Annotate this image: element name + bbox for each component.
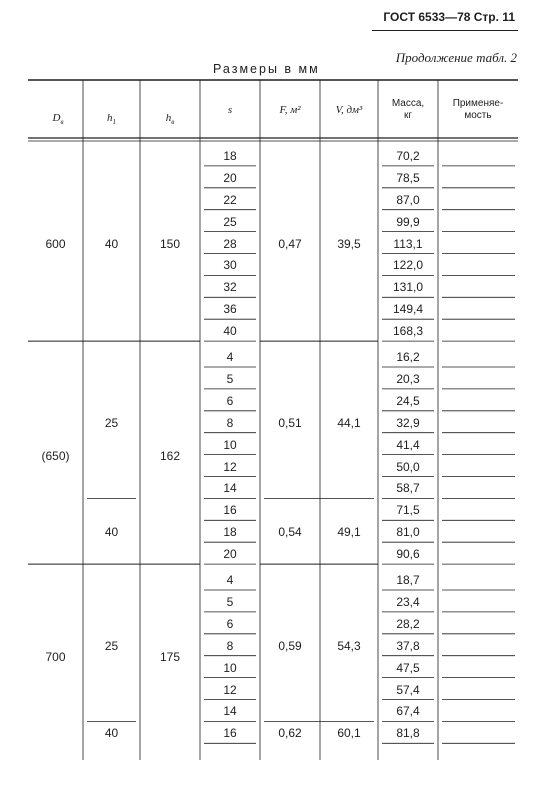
mass-cell: 168,3 — [392, 324, 424, 339]
thickness-cell: 14 — [223, 704, 237, 719]
volume-cell: 60,1 — [337, 726, 361, 741]
mass-cell: 131,0 — [392, 280, 424, 295]
thickness-cell: 25 — [223, 214, 237, 229]
hv-cell: 175 — [159, 649, 181, 664]
thickness-cell: 32 — [223, 280, 237, 295]
thickness-cell: 4 — [226, 350, 234, 365]
col-header-h1: $h_1$ — [107, 112, 116, 127]
diameter-cell: 700 — [45, 649, 66, 664]
mass-cell: 47,5 — [396, 660, 420, 675]
area-cell: 0,51 — [278, 415, 302, 430]
col-header-d: $D_в$ — [52, 112, 64, 127]
thickness-cell: 18 — [223, 525, 237, 540]
volume-cell: 54,3 — [337, 638, 361, 653]
mass-cell: 71,5 — [396, 503, 420, 518]
thickness-cell: 20 — [223, 547, 237, 562]
col-header-f: F, м² — [279, 104, 301, 116]
volume-cell: 49,1 — [337, 525, 361, 540]
thickness-cell: 10 — [223, 437, 237, 452]
thickness-cell: 5 — [226, 594, 234, 609]
hv-cell: 150 — [159, 236, 181, 251]
mass-cell: 87,0 — [396, 192, 420, 207]
h1-cell: 25 — [104, 638, 119, 653]
mass-cell: 90,6 — [396, 547, 420, 562]
col-header-v: V, дм³ — [335, 104, 363, 116]
thickness-cell: 12 — [223, 682, 237, 697]
area-cell: 0,47 — [278, 236, 302, 251]
thickness-cell: 8 — [226, 415, 234, 430]
mass-cell: 113,1 — [393, 236, 423, 251]
mass-cell: 16,2 — [396, 350, 420, 365]
area-cell: 0,62 — [278, 726, 302, 741]
mass-cell: 18,7 — [396, 573, 420, 588]
mass-cell: 41,4 — [396, 437, 420, 452]
mass-cell: 57,4 — [396, 682, 420, 697]
area-cell: 0,59 — [278, 638, 302, 653]
thickness-cell: 8 — [226, 638, 234, 653]
volume-cell: 39,5 — [337, 236, 361, 251]
mass-cell: 81,8 — [396, 726, 420, 741]
mass-cell: 32,9 — [396, 415, 420, 430]
mass-cell: 37,8 — [396, 638, 420, 653]
thickness-cell: 36 — [223, 302, 237, 317]
thickness-cell: 22 — [223, 192, 237, 207]
mass-cell: 70,2 — [396, 148, 420, 163]
hv-cell: 162 — [159, 448, 181, 463]
h1-cell: 40 — [104, 726, 119, 741]
mass-cell: 149,4 — [392, 302, 424, 317]
thickness-cell: 16 — [223, 503, 237, 518]
thickness-cell: 28 — [223, 236, 237, 251]
h1-cell: 40 — [104, 525, 119, 540]
mass-cell: 81,0 — [396, 525, 420, 540]
col-header-s: s — [227, 104, 233, 116]
thickness-cell: 4 — [226, 573, 234, 588]
thickness-cell: 12 — [223, 459, 237, 474]
mass-cell: 24,5 — [396, 393, 420, 408]
col-header-use: Применяе- мость — [452, 98, 504, 121]
thickness-cell: 10 — [223, 660, 237, 675]
diameter-cell: (650) — [41, 448, 70, 463]
mass-cell: 20,3 — [396, 371, 420, 386]
mass-cell: 78,5 — [396, 170, 420, 185]
thickness-cell: 6 — [226, 393, 234, 408]
h1-cell: 40 — [104, 236, 119, 251]
thickness-cell: 30 — [223, 258, 237, 273]
mass-cell: 58,7 — [396, 481, 420, 496]
area-cell: 0,54 — [278, 525, 302, 540]
mass-cell: 99,9 — [396, 214, 420, 229]
thickness-cell: 16 — [223, 726, 237, 741]
thickness-cell: 6 — [226, 616, 234, 631]
col-header-hv: $h_в$ — [165, 112, 175, 127]
mass-cell: 67,4 — [396, 704, 420, 719]
mass-cell: 122,0 — [392, 258, 424, 273]
page-header: ГОСТ 6533—78 Стр. 11 — [383, 10, 515, 24]
thickness-cell: 20 — [223, 170, 237, 185]
h1-cell: 25 — [104, 415, 119, 430]
thickness-cell: 40 — [223, 324, 237, 339]
thickness-cell: 5 — [226, 371, 234, 386]
mass-cell: 28,2 — [396, 616, 420, 631]
thickness-cell: 18 — [223, 148, 237, 163]
mass-cell: 23,4 — [396, 594, 420, 609]
thickness-cell: 14 — [223, 481, 237, 496]
table-continuation-label: Продолжение табл. 2 — [395, 50, 517, 65]
diameter-cell: 600 — [45, 236, 66, 251]
mass-cell: 50,0 — [396, 459, 420, 474]
col-header-mass: Масса, кг — [391, 98, 425, 121]
units-caption: Размеры в мм — [213, 62, 320, 76]
volume-cell: 44,1 — [337, 415, 361, 430]
